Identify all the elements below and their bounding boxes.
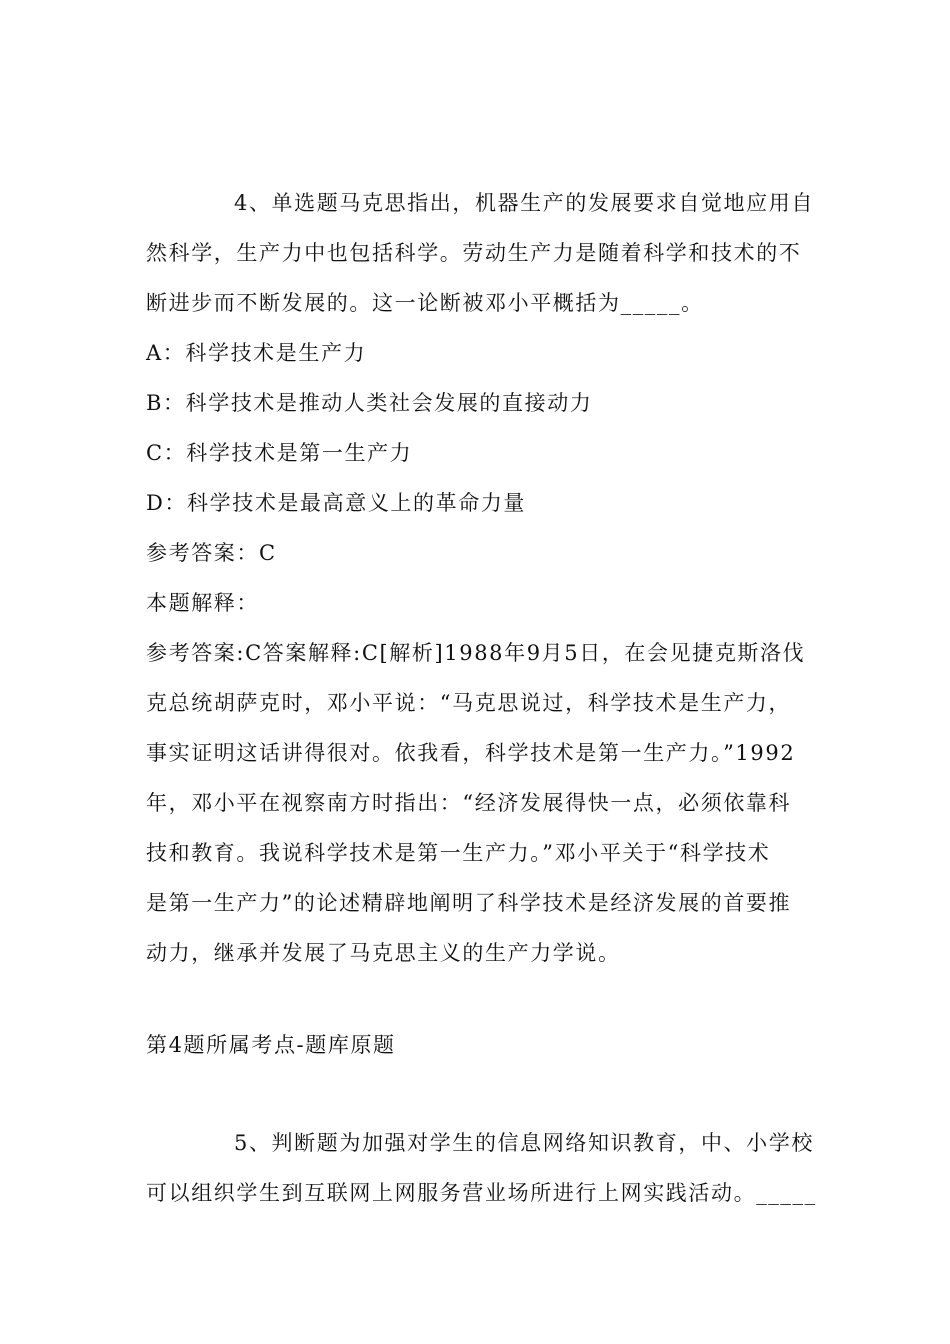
q4-explanation-line-6: 是第一生产力”的论述精辟地阐明了科学技术是经济发展的首要推 (146, 891, 792, 915)
q4-explanation-line-5: 技和教育。我说科学技术是第一生产力。”邓小平关于“科学技术 (146, 841, 771, 865)
q5-stem-line-2: 可以组织学生到互联网上网服务营业场所进行上网实践活动。_____ (146, 1181, 817, 1205)
q4-option-a: A：科学技术是生产力 (146, 341, 367, 365)
q4-explanation-label: 本题解释： (146, 591, 259, 615)
spacer (146, 978, 806, 1020)
q4-explanation-line-7: 动力，继承并发展了马克思主义的生产力学说。 (146, 941, 621, 965)
q5-stem-line-1: 5、判断题为加强对学生的信息网络知识教育，中、小学校 (234, 1131, 814, 1155)
q4-explanation-line-2: 克总统胡萨克时，邓小平说：“马克思说过，科学技术是生产力， (146, 691, 792, 715)
q4-explanation-line-1: 参考答案:C答案解释:C[解析]1988年9月5日，在会见捷克斯洛伐 (146, 641, 806, 665)
q4-stem-line-1: 4、单选题马克思指出，机器生产的发展要求自觉地应用自 (234, 191, 814, 215)
question-4 (146, 178, 814, 1070)
q4-option-b: B：科学技术是推动人类社会发展的直接动力 (146, 391, 593, 415)
q4-option-c: C：科学技术是第一生产力 (146, 441, 413, 465)
question-5 (146, 1118, 817, 1218)
document-page (146, 178, 817, 1218)
q4-option-d: D：科学技术是最高意义上的革命力量 (146, 491, 527, 515)
q4-stem-line-2: 然科学，生产力中也包括科学。劳动生产力是随着科学和技术的不 (146, 241, 802, 265)
q4-answer: 参考答案：C (146, 541, 277, 565)
q4-topic: 第4题所属考点-题库原题 (146, 1033, 396, 1057)
q4-stem-line-3: 断进步而不断发展的。这一论断被邓小平概括为_____。 (146, 291, 704, 315)
spacer (146, 1070, 806, 1118)
q4-explanation-line-3: 事实证明这话讲得很对。依我看，科学技术是第一生产力。”1992 (146, 741, 796, 765)
q4-explanation-line-4: 年，邓小平在视察南方时指出：“经济发展得快一点，必须依靠科 (146, 791, 792, 815)
